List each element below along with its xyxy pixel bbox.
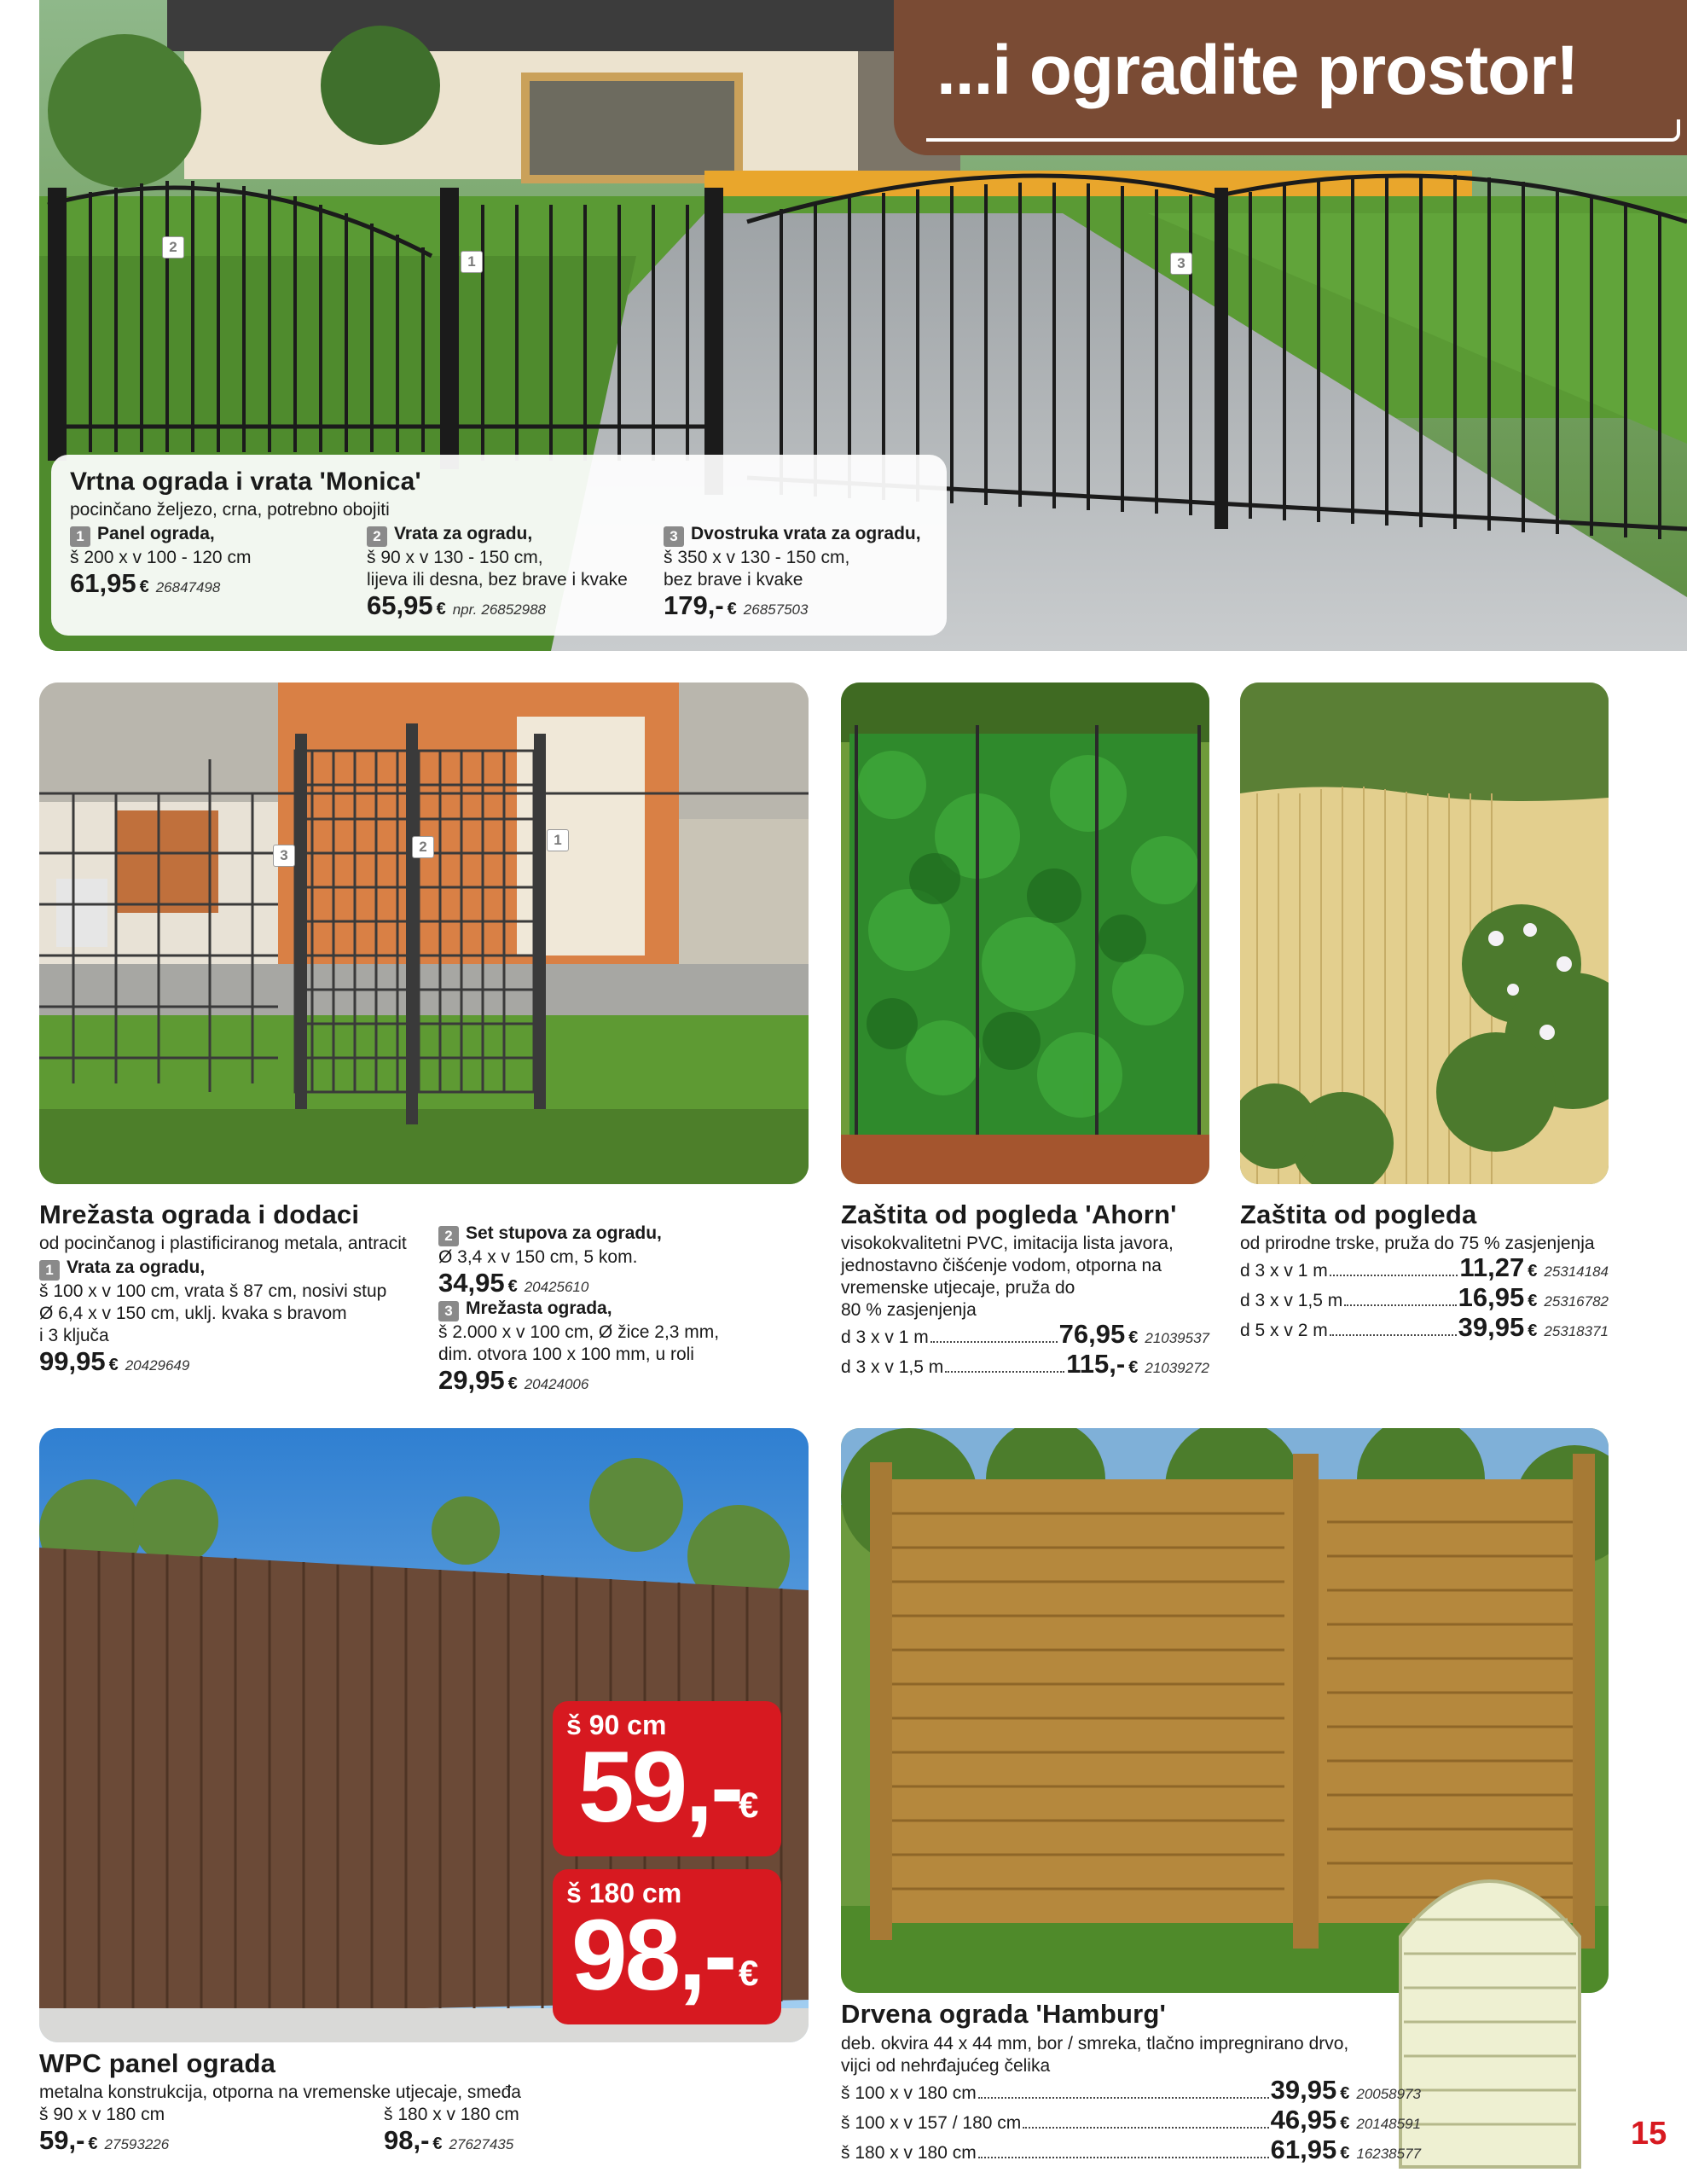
row-label: d 3 x v 1,5 m [841, 1357, 944, 1377]
reed-photo [1240, 682, 1609, 1184]
ahorn-desc-line: vremenske utjecaje, pruža do [841, 1278, 1075, 1298]
currency: € [432, 2135, 443, 2153]
price-row [841, 2077, 1421, 2107]
monica-marker-1: 1 [461, 251, 483, 273]
item-line: Ø 3,4 x v 150 cm, 5 kom. [438, 1247, 638, 1267]
wpc-item-1 [39, 2104, 169, 2155]
item-line: i 3 ključa [39, 1326, 109, 1345]
price-row [841, 2137, 1421, 2167]
item-name: Mrežasta ograda, [466, 1298, 612, 1318]
page-number: 15 [1631, 2116, 1667, 2152]
num-badge: 1 [39, 1260, 60, 1281]
currency: € [1340, 2144, 1350, 2163]
row-label: š 100 x v 180 cm [841, 2083, 977, 2103]
currency: € [1128, 1358, 1139, 1377]
item-price: 34,95 [438, 1268, 505, 1298]
ahorn-info [841, 1233, 1209, 1381]
item-line: š 90 x v 180 cm [39, 2105, 165, 2124]
ahorn-photo [841, 682, 1209, 1184]
row-code: 21039272 [1145, 1360, 1209, 1376]
monica-marker-3: 3 [1170, 253, 1192, 275]
num-badge: 2 [367, 526, 387, 547]
item-price: 61,95 [70, 568, 136, 598]
num-badge: 3 [438, 1301, 459, 1321]
row-price: 39,95 [1458, 1312, 1525, 1342]
row-price: 39,95 [1270, 2075, 1337, 2105]
item-code: 20424006 [524, 1376, 589, 1392]
item-line: š 100 x v 100 cm, vrata š 87 cm, nosivi stup [39, 1281, 387, 1301]
row-price: 76,95 [1058, 1319, 1126, 1349]
row-label: d 3 x v 1 m [1240, 1261, 1328, 1281]
num-badge: 2 [438, 1226, 459, 1246]
item-price: 98,- [384, 2125, 430, 2155]
num-badge: 3 [664, 526, 684, 547]
row-code: 20058973 [1356, 2086, 1421, 2102]
hamburg-info [841, 2033, 1421, 2167]
wpc-title: WPC panel ograda [39, 2048, 276, 2078]
mesh-marker-3: 3 [273, 845, 295, 867]
leader-dots [945, 1371, 1064, 1373]
item-price: 179,- [664, 590, 724, 620]
mesh-photo [39, 682, 809, 1184]
currency: € [1528, 1321, 1538, 1340]
promo-currency: € [739, 1953, 759, 1993]
item-line: š 180 x v 180 cm [384, 2105, 519, 2124]
price-row [1240, 1312, 1609, 1345]
row-price: 61,95 [1270, 2135, 1337, 2164]
row-label: d 3 x v 1,5 m [1240, 1291, 1343, 1310]
promo-size: š 90 cm [566, 1710, 667, 1740]
hamburg-title: Drvena ograda 'Hamburg' [841, 1999, 1167, 2029]
row-price: 11,27 [1459, 1252, 1525, 1282]
monica-subtitle: pocinčano željezo, crna, potrebno obojiti [70, 500, 390, 520]
mesh-marker-2: 2 [412, 836, 434, 858]
item-code: 26857503 [743, 601, 809, 618]
item-price: 65,95 [367, 590, 433, 620]
item-price: 59,- [39, 2125, 85, 2155]
item-name: Vrata za ogradu, [67, 1258, 206, 1277]
price-row [841, 2107, 1421, 2137]
reed-desc: od prirodne trske, pruža do 75 % zasjenjenja [1240, 1234, 1595, 1253]
promo-currency: € [739, 1785, 759, 1825]
row-price: 46,95 [1270, 2105, 1337, 2135]
item-name: Panel ograda, [97, 524, 215, 543]
item-code: 26852988 [481, 601, 547, 618]
mesh-col-left [39, 1233, 415, 1376]
leader-dots [1023, 2127, 1268, 2129]
item-price: 99,95 [39, 1346, 106, 1376]
currency: € [727, 600, 737, 619]
row-code: 25318371 [1544, 1323, 1609, 1339]
monica-item-2 [367, 523, 657, 620]
leader-dots [978, 2097, 1269, 2099]
reed-info [1240, 1233, 1609, 1345]
monica-item-1 [70, 523, 351, 598]
leader-dots [1330, 1275, 1458, 1276]
ahorn-title: Zaštita od pogleda 'Ahorn' [841, 1199, 1177, 1229]
item-prefix: npr. [452, 601, 478, 618]
ahorn-desc-line: jednostavno čišćenje vodom, otporna na [841, 1256, 1162, 1275]
monica-item-3 [664, 523, 945, 620]
currency: € [108, 1356, 119, 1374]
item-code: 26847498 [155, 579, 221, 595]
price-row [841, 1321, 1209, 1351]
row-label: d 3 x v 1 m [841, 1327, 929, 1347]
row-code: 25316782 [1544, 1293, 1609, 1310]
promo-box-90 [553, 1701, 781, 1856]
row-label: d 5 x v 2 m [1240, 1321, 1328, 1340]
item-price: 29,95 [438, 1365, 505, 1395]
num-badge: 1 [70, 526, 90, 547]
header-title: ...i ogradite prostor! [936, 32, 1579, 109]
hamburg-inset-panel [1395, 1826, 1585, 2172]
item-line: š 200 x v 100 - 120 cm [70, 548, 252, 567]
price-row [841, 1351, 1209, 1381]
item-line: lijeva ili desna, bez brave i kvake [367, 570, 628, 590]
promo-box-180 [553, 1869, 781, 2024]
row-code: 20148591 [1356, 2116, 1421, 2132]
row-code: 25314184 [1544, 1263, 1609, 1280]
leader-dots [930, 1341, 1058, 1343]
row-price: 115,- [1066, 1349, 1126, 1379]
monica-title: Vrtna ograda i vrata 'Monica' [70, 468, 421, 496]
item-line: dim. otvora 100 x 100 mm, u roli [438, 1345, 694, 1364]
ahorn-desc-line: 80 % zasjenjenja [841, 1300, 977, 1320]
leader-dots [1344, 1304, 1456, 1306]
item-name: Vrata za ogradu, [394, 524, 533, 543]
currency: € [1128, 1328, 1139, 1347]
item-code: 20425610 [524, 1279, 589, 1295]
row-label: š 100 x v 157 / 180 cm [841, 2113, 1022, 2133]
currency: € [139, 578, 149, 596]
price-row [1240, 1282, 1609, 1315]
promo-size: š 180 cm [566, 1878, 682, 1908]
item-name: Dvostruka vrata za ogradu, [691, 524, 921, 543]
row-label: š 180 x v 180 cm [841, 2143, 977, 2163]
hamburg-desc-line: vijci od nehrđajućeg čelika [841, 2056, 1051, 2076]
currency: € [1528, 1292, 1538, 1310]
item-line: š 90 x v 130 - 150 cm, [367, 548, 543, 567]
currency: € [1528, 1262, 1538, 1281]
item-line: Ø 6,4 x v 150 cm, uklj. kvaka s bravom [39, 1304, 347, 1323]
item-line: š 2.000 x v 100 cm, Ø žice 2,3 mm, [438, 1322, 720, 1342]
item-code: 27627435 [449, 2136, 514, 2152]
item-line: š 350 x v 130 - 150 cm, [664, 548, 850, 567]
item-name: Set stupova za ogradu, [466, 1223, 662, 1243]
currency: € [507, 1277, 518, 1296]
row-code: 21039537 [1145, 1330, 1209, 1346]
mesh-marker-1: 1 [547, 829, 569, 851]
row-price: 16,95 [1458, 1282, 1525, 1312]
price-row [1240, 1252, 1609, 1285]
item-code: 20429649 [125, 1357, 190, 1374]
monica-info-panel [51, 455, 947, 636]
header-bracket [926, 119, 1680, 142]
currency: € [1340, 2084, 1350, 2103]
hamburg-desc-line: deb. okvira 44 x 44 mm, bor / smreka, tlačno impregnirano drvo, [841, 2034, 1349, 2053]
ahorn-desc-line: visokokvalitetni PVC, imitacija lista javora, [841, 1234, 1174, 1253]
header-banner [894, 0, 1687, 155]
promo-price: 98,- [571, 1899, 735, 2012]
item-code: 27593226 [104, 2136, 170, 2152]
reed-title: Zaštita od pogleda [1240, 1199, 1477, 1229]
item-line: bez brave i kvake [664, 570, 803, 590]
promo-price: 59,- [578, 1731, 742, 1844]
wpc-item-2 [384, 2104, 519, 2155]
leader-dots [1330, 1334, 1457, 1336]
currency: € [1340, 2114, 1350, 2133]
mesh-subtitle: od pocinčanog i plastificiranog metala, antracit [39, 1234, 407, 1253]
leader-dots [978, 2157, 1269, 2158]
row-code: 16238577 [1356, 2146, 1421, 2162]
monica-marker-2: 2 [162, 236, 184, 258]
currency: € [88, 2135, 98, 2153]
wpc-desc: metalna konstrukcija, otporna na vremenske utjecaje, smeđa [39, 2082, 521, 2102]
mesh-title: Mrežasta ograda i dodaci [39, 1199, 360, 1229]
currency: € [436, 600, 446, 619]
mesh-col-right [438, 1223, 797, 1395]
currency: € [507, 1374, 518, 1393]
